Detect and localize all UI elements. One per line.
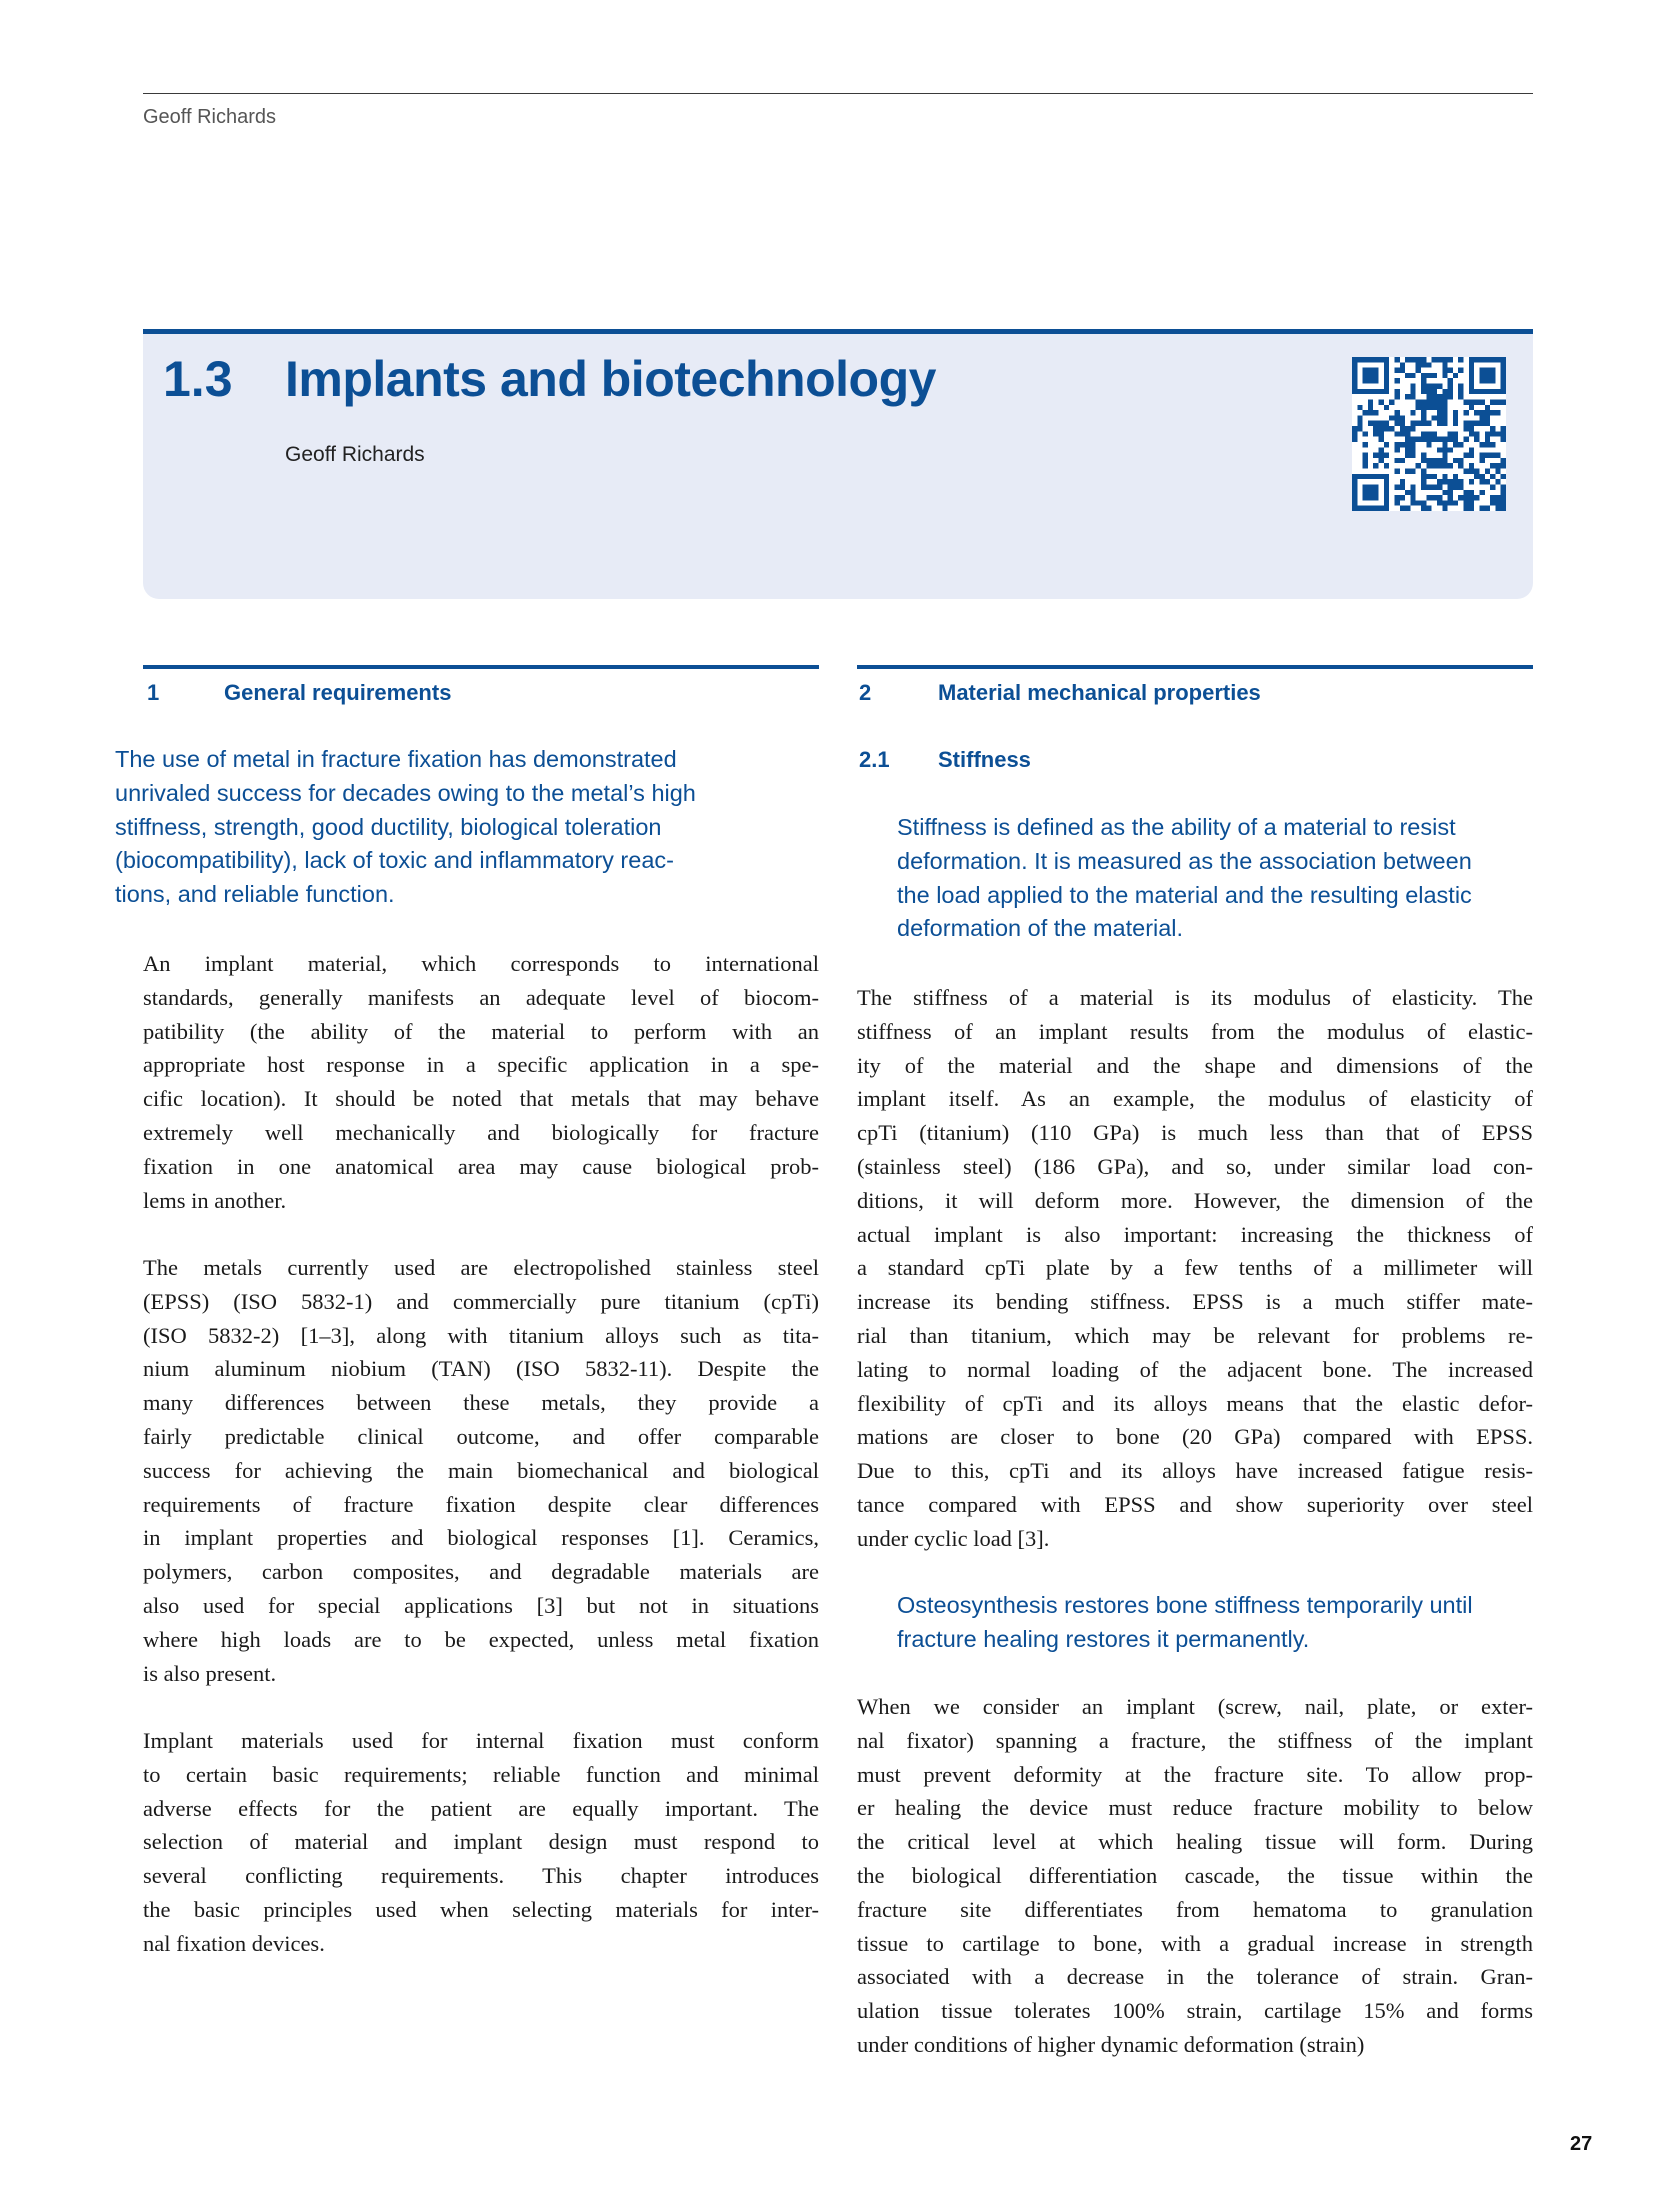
- text-line: stiffness, strength, good ductility, biological toleration: [115, 813, 662, 840]
- chapter-title: Implants and biotechnology: [285, 351, 936, 407]
- page-number: 27: [1570, 2133, 1593, 2155]
- right-paragraph-2: [857, 1690, 1533, 2062]
- text-line: (biocompatibility), lack of toxic and inflammatory reac-: [115, 847, 674, 874]
- text-line: Osteosynthesis restores bone stiffness temporarily until: [897, 1592, 1473, 1618]
- section-2-1-heading: Stiffness: [938, 747, 1031, 772]
- text-line: Implant materials used for internal fixation must conform: [143, 1728, 819, 1753]
- text-line: under cyclic load [3].: [857, 1525, 1050, 1551]
- text-line: to certain basic requirements; reliable function and minimal: [143, 1761, 819, 1787]
- text-line: tissue to cartilage to bone, with a gradual increase in strength: [857, 1930, 1533, 1956]
- text-line: (stainless steel) (186 GPa), and so, under similar load con-: [857, 1153, 1533, 1179]
- text-line: also used for special applications [3] but not in situations: [143, 1592, 819, 1618]
- text-line: polymers, carbon composites, and degradable materials are: [143, 1559, 819, 1585]
- text-line: tance compared with EPSS and show superiority over steel: [857, 1491, 1533, 1517]
- text-line: nium aluminum niobium (TAN) (ISO 5832-11). Despite the: [143, 1356, 819, 1382]
- text-line: The stiffness of a material is its modulus of elasticity. The: [857, 985, 1533, 1010]
- text-line: deformation. It is measured as the association between: [897, 847, 1472, 874]
- text-line: ity of the material and the shape and dimensions of the: [857, 1052, 1533, 1078]
- left-paragraph-2: [143, 1251, 819, 1690]
- text-line: actual implant is also important: increasing the thickness of: [857, 1221, 1533, 1247]
- text-line: selection of material and implant design must respond to: [143, 1829, 819, 1855]
- section-1-heading: General requirements: [224, 680, 452, 705]
- text-line: extremely well mechanically and biologically for fracture: [143, 1119, 819, 1145]
- right-intro: [897, 811, 1557, 946]
- right-callout: [897, 1589, 1557, 1657]
- left-paragraph-3: [143, 1724, 819, 1961]
- text-line: associated with a decrease in the tolerance of strain. Gran-: [857, 1964, 1533, 1990]
- chapter-author: Geoff Richards: [285, 443, 425, 466]
- text-line: must prevent deformity at the fracture site. To allow prop-: [857, 1761, 1533, 1787]
- chapter-number: 1.3: [163, 351, 233, 407]
- text-line: lems in another.: [143, 1187, 287, 1213]
- section-1-number: 1: [147, 680, 160, 705]
- text-line: is also present.: [143, 1660, 277, 1686]
- text-line: lating to normal loading of the adjacent bone. The increased: [857, 1356, 1533, 1382]
- text-line: requirements of fracture fixation despite clear differences: [143, 1491, 819, 1517]
- text-line: fracture site differentiates from hematoma to granulation: [857, 1896, 1533, 1922]
- text-line: cpTi (titanium) (110 GPa) is much less than that of EPSS: [857, 1120, 1533, 1146]
- text-line: fairly predictable clinical outcome, and offer comparable: [143, 1423, 819, 1449]
- text-line: rial than titanium, which may be relevant for problems re-: [857, 1322, 1533, 1348]
- text-line: nal fixation devices.: [143, 1930, 325, 1956]
- text-line: ulation tissue tolerates 100% strain, cartilage 15% and forms: [857, 1998, 1533, 2024]
- text-line: success for achieving the main biomechanical and biological: [143, 1457, 819, 1483]
- text-line: When we consider an implant (screw, nail, plate, or exter-: [857, 1694, 1533, 1719]
- section-2-heading: Material mechanical properties: [938, 680, 1261, 705]
- right-paragraph-1: [857, 981, 1533, 1556]
- text-line: Stiffness is defined as the ability of a material to resist: [897, 814, 1456, 840]
- text-line: the critical level at which healing tissue will form. During: [857, 1829, 1533, 1855]
- text-line: nal fixator) spanning a fracture, the stiffness of the implant: [857, 1727, 1533, 1753]
- text-line: under conditions of higher dynamic deformation (strain): [857, 2031, 1365, 2057]
- text-line: appropriate host response in a specific application in a spe-: [143, 1052, 819, 1078]
- text-line: tions, and reliable function.: [115, 881, 395, 908]
- text-line: The use of metal in fracture fixation has demonstrated: [115, 746, 677, 772]
- right-column-rule: [857, 665, 1533, 669]
- text-line: Due to this, cpTi and its alloys have increased fatigue resis-: [857, 1458, 1533, 1484]
- text-line: the biological differentiation cascade, the tissue within the: [857, 1862, 1533, 1888]
- left-paragraph-1: [143, 947, 819, 1217]
- text-line: patibility (the ability of the material to perform with an: [143, 1018, 819, 1044]
- text-line: mations are closer to bone (20 GPa) compared with EPSS.: [857, 1424, 1533, 1450]
- text-line: implant itself. As an example, the modulus of elasticity of: [857, 1086, 1533, 1112]
- text-line: (ISO 5832-2) [1–3], along with titanium alloys such as tita-: [143, 1322, 819, 1348]
- text-line: ditions, it will deform more. However, the dimension of the: [857, 1187, 1533, 1213]
- running-head: Geoff Richards: [143, 106, 277, 128]
- text-line: the load applied to the material and the resulting elastic: [897, 881, 1472, 908]
- left-column-rule: [143, 665, 819, 669]
- left-intro: [115, 743, 815, 912]
- text-line: fracture healing restores it permanently.: [897, 1625, 1310, 1652]
- text-line: standards, generally manifests an adequate level of biocom-: [143, 984, 819, 1010]
- text-line: stiffness of an implant results from the modulus of elastic-: [857, 1018, 1533, 1044]
- text-line: (EPSS) (ISO 5832-1) and commercially pure titanium (cpTi): [143, 1288, 819, 1314]
- header-rule: [143, 93, 1533, 94]
- section-2-1-number: 2.1: [859, 747, 890, 772]
- text-line: increase its bending stiffness. EPSS is a much stiffer mate-: [857, 1289, 1533, 1315]
- text-line: er healing the device must reduce fracture mobility to below: [857, 1795, 1533, 1821]
- text-line: the basic principles used when selecting materials for inter-: [143, 1896, 819, 1922]
- text-line: An implant material, which corresponds to international: [143, 951, 819, 976]
- qr-code-icon: [1352, 357, 1506, 511]
- text-line: where high loads are to be expected, unless metal fixation: [143, 1626, 819, 1652]
- text-line: in implant properties and biological responses [1]. Ceramics,: [143, 1525, 819, 1551]
- text-line: fixation in one anatomical area may cause biological prob-: [143, 1153, 819, 1179]
- text-line: several conflicting requirements. This chapter introduces: [143, 1863, 819, 1889]
- text-line: flexibility of cpTi and its alloys means that the elastic defor-: [857, 1390, 1533, 1416]
- text-line: many differences between these metals, they provide a: [143, 1390, 819, 1416]
- text-line: The metals currently used are electropolished stainless steel: [143, 1255, 819, 1280]
- text-line: unrivaled success for decades owing to the metal’s high: [115, 779, 696, 806]
- section-2-number: 2: [859, 680, 872, 705]
- text-line: deformation of the material.: [897, 915, 1184, 942]
- text-line: adverse effects for the patient are equally important. The: [143, 1795, 819, 1821]
- text-line: cific location). It should be noted that metals that may behave: [143, 1086, 819, 1112]
- text-line: a standard cpTi plate by a few tenths of a millimeter will: [857, 1255, 1533, 1281]
